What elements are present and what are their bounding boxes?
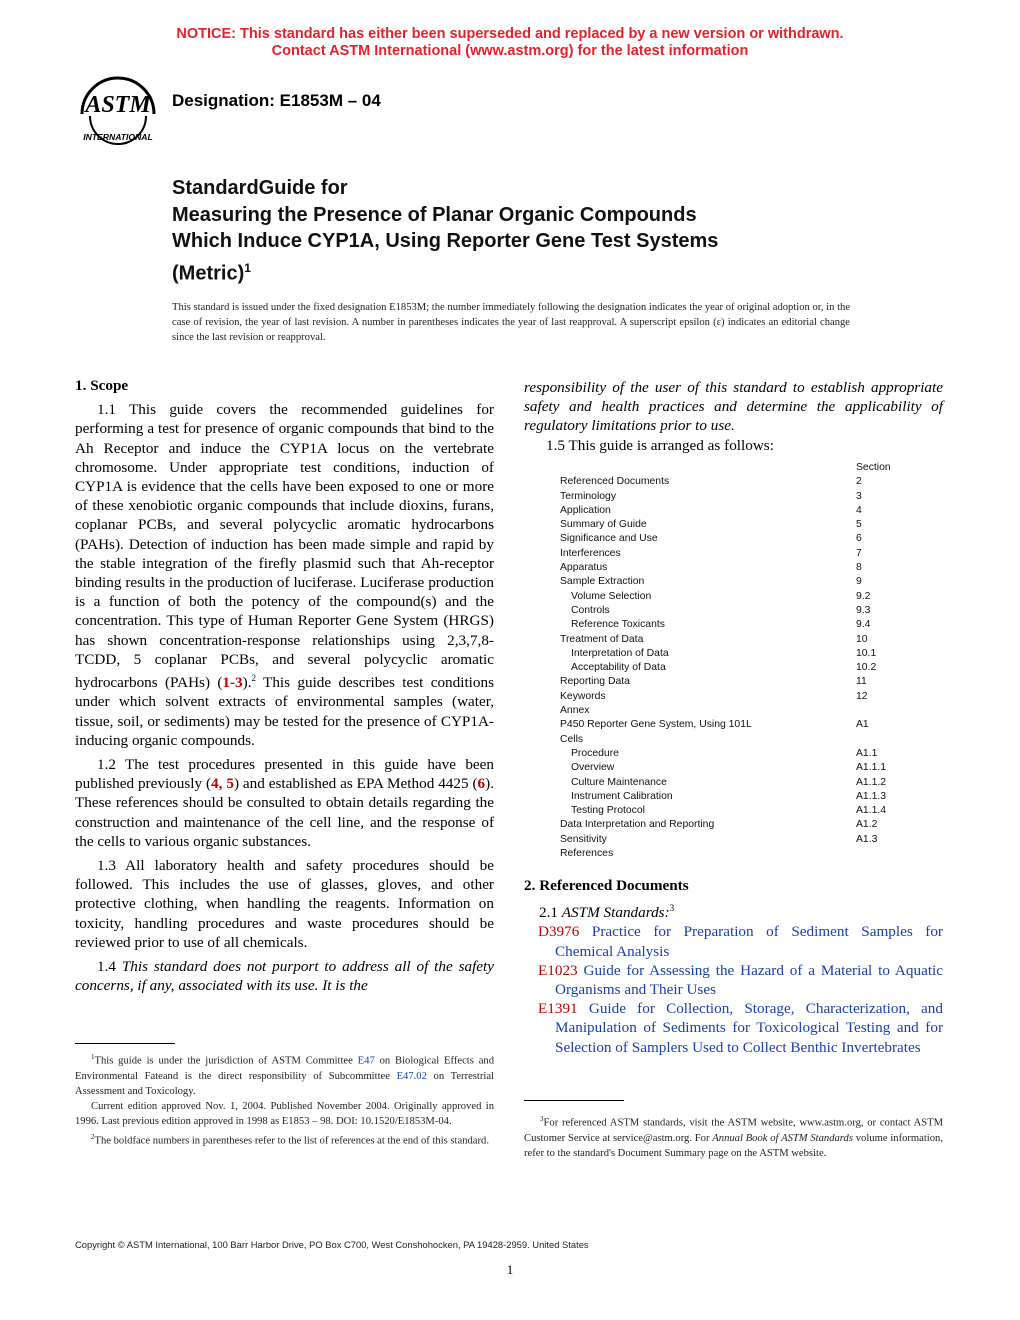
referenced-item [524,999,943,1057]
toc-section: A1.1.4 [856,805,887,817]
footnotes-left [75,1050,494,1148]
toc-row [560,675,940,689]
footnote-rule-right [524,1100,624,1101]
standard-title-link[interactable]: Guide for Collection, Storage, Characterization, and Manipulation of Sediments for Toxicological Testing and for Selection of Samplers Used to Collect Benthic Invertebrates [555,1000,943,1056]
citation-1-3[interactable]: 1-3 [222,674,243,692]
toc-section: 10 [856,633,868,645]
svg-text:INTERNATIONAL: INTERNATIONAL [83,132,153,142]
contents-table [560,461,940,861]
toc-row [560,704,940,718]
svg-text:ASTM: ASTM [85,92,151,118]
referenced-heading: 2. Referenced Documents [524,877,689,894]
supersede-notice [0,26,1020,60]
toc-title: Controls [571,604,610,616]
referenced-item [524,961,943,999]
toc-row [560,547,940,561]
title-line-3: Which Induce CYP1A, Using Reporter Gene Test Systems [172,230,719,252]
toc-row [560,532,940,546]
scope-1-4-continued: responsibility of the user of this standard to establish appropriate safety and health practices and determine the applicability of regulatory limitations prior to use. [524,379,943,435]
astm-logo [70,72,165,146]
toc-row [560,490,940,504]
toc-section: A1.1.2 [856,776,887,788]
scope-heading: 1. Scope [75,377,129,394]
toc-section [856,704,940,718]
toc-title: Cells [560,733,584,745]
toc-row [560,618,940,632]
toc-row [560,647,940,661]
toc-title: Data Interpretation and Reporting [560,819,715,831]
toc-section: 5 [856,519,862,531]
title-footnote-mark: 1 [244,260,251,275]
toc-row [560,590,940,604]
toc-row [560,561,940,575]
astm-logo-icon [70,72,165,146]
toc-title: Terminology [560,490,617,502]
toc-title: Summary of Guide [560,519,647,531]
standard-code-link[interactable]: E1023 [538,961,578,979]
toc-row [560,804,940,818]
toc-row [560,504,940,518]
title-line-2: Measuring the Presence of Planar Organic Compounds [172,203,697,226]
toc-title: Interferences [560,547,621,559]
toc-section: 9.4 [856,619,871,631]
footnote-rule-left [75,1043,175,1044]
toc-row [560,475,940,489]
toc-header: Section [856,462,891,473]
footnote-2: $^2$The boldface numbers in parentheses refer to the list of references at the end of this standard. [91,1132,489,1147]
toc-section: 9.3 [856,604,871,616]
right-column [524,378,943,455]
footnote-1-edition: Current edition approved Nov. 1, 2004. Published November 2004. Originally approved in 1996. Last previous edition approved in 1998 as E1853 – 98. DOI: 10.1520/E1853M-04. [75,1101,494,1128]
toc-title: Annex [560,705,590,717]
toc-title: Reporting Data [560,676,630,688]
referenced-documents [524,876,943,1057]
toc-section: 3 [856,490,862,502]
toc-title: Referenced Documents [560,476,670,488]
toc-section: 12 [856,690,868,702]
standard-title-link[interactable]: Practice for Preparation of Sediment Samples for Chemical Analysis [555,923,943,960]
document-title [172,175,718,287]
toc-row [560,733,940,747]
toc-row [560,833,940,847]
committee-e47-link[interactable]: E47 [357,1055,375,1067]
citation-6[interactable]: 6 [477,775,486,793]
standard-title-link[interactable]: Guide for Assessing the Hazard of a Material to Aquatic Organisms and Their Uses [555,961,943,999]
toc-title: Reference Toxicants [571,619,665,631]
toc-row [560,661,940,675]
astm-standards-subheading: 2.1 ASTM Standards:$^3$ [539,903,675,922]
toc-title: Instrument Calibration [571,790,673,802]
standard-code-link[interactable]: D3976 [538,923,580,941]
copyright-line: Copyright © ASTM International, 100 Barr Harbor Drive, PO Box C700, West Conshohocken, PA 19428-2959. United States [75,1239,589,1250]
toc-row [560,518,940,532]
scope-1-1: 1.1 This guide covers the recommended guidelines for performing a test for presence of organic compounds that bind to the Ah Receptor and induce the CYP1A locus on the vertebrate chromosome. Under appropriate test conditions, induction of CYP1A is evidence that the cells have been exposed to one or more of these xenobiotic organic compounds that include dioxins, furans, coplanar PCBs, and several polycyclic aromatic hydrocarbons (PAHs). Detection of induction has been made simple and rapid by the stable integration of the firefly plasmid such that Ah-receptor binding results in the production of luciferase. Luciferase production is a function of both the potency of the compound(s) and the concentration. This type of Human Reporter Gene System (HRGS) has shown concentration-response relationships using 2,3,7,8-TCDD, 5 coplanar PCBs, and several polycyclic aromatic hydrocarbons (PAHs) (1-3).$^2$ This guide describes test conditions under which solvent extracts of environmental samples (water, tissue, soil, or sediments) may be tested for the presence of CYP1A-inducing organic compounds. [75,401,494,749]
toc-title: Culture Maintenance [571,776,667,788]
toc-row [560,847,940,861]
toc-section: 8 [856,562,862,574]
toc-title: Keywords [560,690,606,702]
toc-section: 4 [856,504,862,516]
toc-section: 10.2 [856,662,877,674]
notice-line-2: Contact ASTM International (www.astm.org) for the latest information [271,43,749,59]
citation-4[interactable]: 4 [211,775,219,793]
toc-section: A1.3 [856,833,878,845]
toc-row [560,575,940,589]
toc-title: Apparatus [560,562,608,574]
toc-title: Sensitivity [560,833,607,845]
toc-section: 10.1 [856,647,877,659]
toc-row [560,604,940,618]
toc-title: Acceptability of Data [571,662,666,674]
toc-title: Treatment of Data [560,633,644,645]
left-column [75,376,494,995]
toc-row [560,790,940,804]
citation-5[interactable]: 5 [226,775,234,793]
scope-1-5: 1.5 This guide is arranged as follows: [546,436,774,454]
toc-section: 7 [856,547,862,559]
toc-title: Volume Selection [571,590,652,602]
toc-title: Overview [571,762,615,774]
toc-title: Procedure [571,747,619,759]
toc-row [560,747,940,761]
toc-title: Sample Extraction [560,576,645,588]
toc-section: 11 [856,676,867,688]
scope-1-3: 1.3 All laboratory health and safety procedures should be followed. This includes the use of glasses, gloves, and other protective clothing, when handling the reagents. Information on toxicity, handling procedures and waste procedures should be reviewed prior to use of all chemicals. [75,856,494,951]
toc-section: A1.1.1 [856,762,887,774]
scope-1-2: 1.2 The test procedures presented in this guide have been published previously (4, 5) and established as EPA Method 4425 (6). These references should be consulted to obtain details regarding the construction and maintenance of the cell line, and the response of the cells to various organic substances. [75,755,494,850]
toc-section: 9 [856,576,862,588]
toc-row [560,690,940,704]
scope-1-4: 1.4 This standard does not purport to address all of the safety concerns, if any, associated with its use. It is the [75,957,494,995]
standard-code-link[interactable]: E1391 [538,1000,578,1018]
designation: Designation: E1853M – 04 [172,91,381,110]
toc-title: Testing Protocol [571,805,645,817]
toc-section: A1.1.3 [856,790,887,802]
referenced-list [524,922,943,1056]
toc-title: References [560,848,614,860]
page-number: 1 [506,1262,514,1277]
issuance-note: This standard is issued under the fixed designation E1853M; the number immediately following the designation indicates the year of original adoption or, in the case of revision, the year of last revision. A number in parentheses indicates the year of last reapproval. A superscript epsilon (ε) indicates an editorial change since the last revision or reapproval. [172,302,851,343]
title-line-1: StandardGuide for [172,177,348,199]
footnote-1: $^1$This guide is under the jurisdiction of ASTM Committee E47 on Biological Effects and Environmental Fateand is the direct responsibility of Subcommittee E47.02 on Terrestrial Assessment and Toxicology. [75,1053,494,1097]
notice-line-1: NOTICE: This standard has either been superseded and replaced by a new version or withdrawn. [176,26,844,42]
toc-section: 6 [856,533,862,545]
toc-section: A1.1 [856,747,878,759]
toc-section [856,733,940,747]
toc-row [560,633,940,647]
toc-section: A1 [856,719,869,731]
toc-row [560,718,940,732]
toc-section: A1.2 [856,819,878,831]
footnote-3: $^3$For referenced ASTM standards, visit the ASTM website, www.astm.org, or contact ASTM Customer Service at service@astm.org. For Annual Book of ASTM Standards volume information, refer to the standard's Document Summary page on the ASTM website. [524,1115,943,1159]
toc-section: 9.2 [856,590,871,602]
toc-row [560,776,940,790]
toc-row [560,818,940,832]
subcommittee-e47-02-link[interactable]: E47.02 [396,1070,427,1082]
toc-title: Significance and Use [560,533,658,545]
toc-row [560,761,940,775]
toc-title: Application [560,504,611,516]
toc-rows [560,475,940,861]
toc-title: Interpretation of Data [571,647,669,659]
toc-section [856,847,940,861]
toc-section: 2 [856,476,862,488]
title-line-4: (Metric)$^1$ [172,260,251,285]
toc-title: P450 Reporter Gene System, Using 101L [560,719,752,731]
referenced-item [524,922,943,960]
